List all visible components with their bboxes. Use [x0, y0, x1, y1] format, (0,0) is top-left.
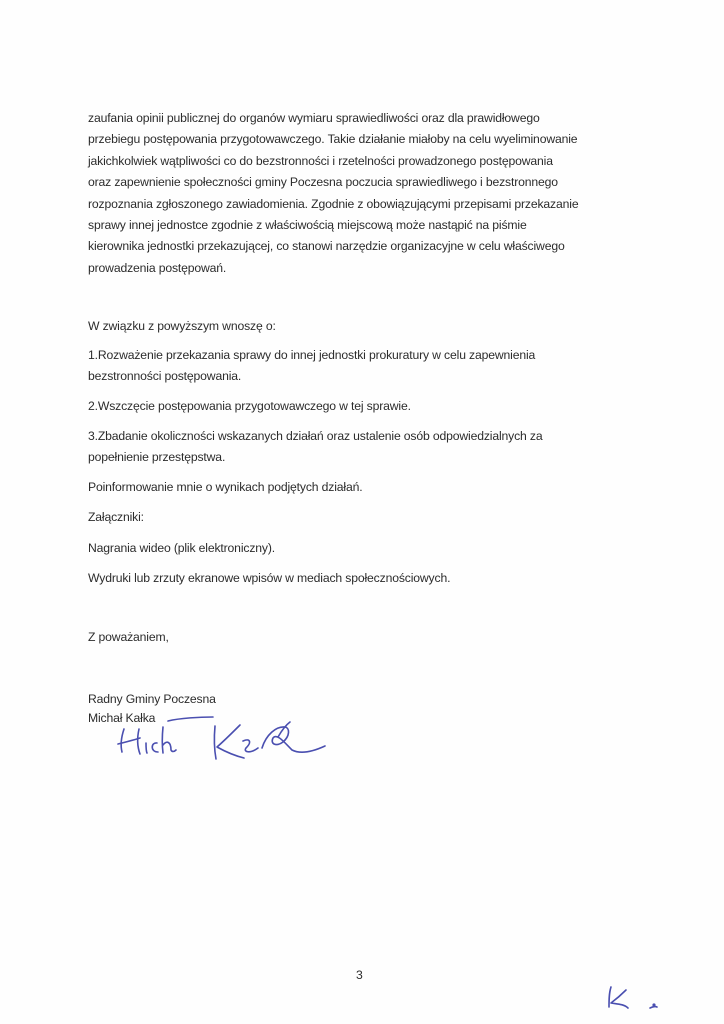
signature-stroke	[121, 729, 124, 752]
signature-stroke	[162, 727, 176, 753]
signature-stroke	[217, 725, 244, 758]
request-line: popełnienie przestępstwa.	[88, 450, 226, 465]
signature-stroke	[168, 717, 213, 721]
paragraph-line: zaufania opinii publicznej do organów wymiaru sprawiedliwości oraz dla prawidłowego	[88, 111, 540, 125]
request-line: bezstronności postępowania.	[88, 369, 242, 384]
signature-stroke	[138, 729, 140, 754]
closing-salutation: Z poważaniem,	[88, 630, 169, 644]
request-line: 2.Wszczęcie postępowania przygotowawczego w tej sprawie.	[88, 399, 411, 413]
signature-stroke	[262, 727, 325, 752]
paragraph-line: oraz zapewnienie społeczności gminy Poczesna poczucia sprawiedliwego i bezstronnego	[88, 175, 558, 190]
paragraph-line: sprawy innej jednostce zgodnie z właściwością miejscową może nastąpić na piśmie	[88, 217, 527, 232]
notify-request: Poinformowanie mnie o wynikach podjętych działań.	[88, 480, 363, 494]
initials-stroke	[650, 1007, 657, 1008]
paragraph-line: jakichkolwiek wątpliwości co do bezstronności i rzetelności prowadzonego postępowania	[88, 153, 553, 168]
attachments-label: Załączniki:	[88, 510, 144, 524]
request-line: 1.Rozważenie przekazania sprawy do innej jednostki prokuratury w celu zapewnienia	[88, 348, 536, 362]
signature-stroke	[152, 743, 158, 752]
request-intro: W związku z powyższym wnoszę o:	[88, 319, 276, 333]
initials-dot	[653, 1004, 655, 1006]
attachment-item: Nagrania wideo (plik elektroniczny).	[88, 541, 275, 555]
signature-stroke	[146, 743, 147, 753]
page-number: 3	[356, 968, 363, 982]
attachment-item: Wydruki lub zrzuty ekranowe wpisów w mediach społecznościowych.	[88, 571, 451, 585]
request-line: 3.Zbadanie okoliczności wskazanych działań oraz ustalenie osób odpowiedzialnych za	[88, 429, 543, 443]
paragraph-line: przebiegu postępowania przygotowawczego. Takie działanie miałoby na celu wyeliminowanie	[88, 132, 578, 147]
signer-name: Michał Kałka	[88, 711, 156, 725]
signature-stroke	[214, 726, 216, 759]
paragraph-line: kierownika jednostki przekazującej, co stanowi narzędzie organizacyjne w celu właściwego	[88, 239, 565, 254]
initials-stroke	[609, 987, 611, 1007]
paragraph-line: rozpoznania zgłoszonego zawiadomienia. Zgodnie z obowiązującymi przepisami przekazanie	[88, 196, 579, 211]
initials-stroke	[611, 990, 628, 1008]
signature-stroke	[243, 740, 258, 752]
paragraph-line: prowadzenia postępowań.	[88, 260, 227, 275]
signer-title: Radny Gminy Poczesna	[88, 692, 216, 706]
